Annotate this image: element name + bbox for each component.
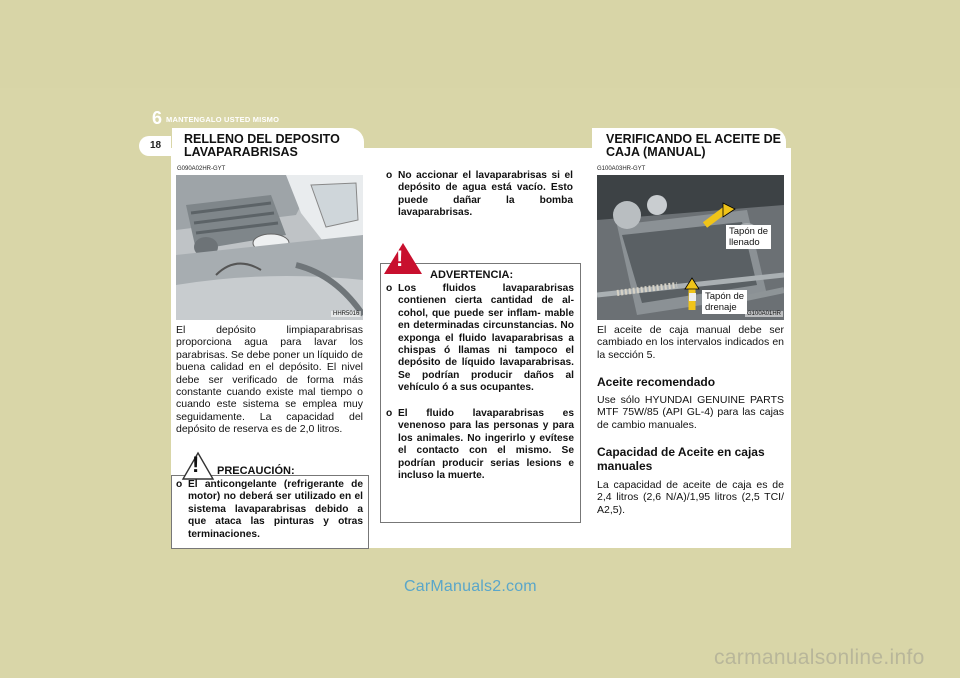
page-number: 18 [150, 140, 162, 151]
right-paragraph-3: La capacidad de aceite de caja es de 2,4 litros (2,6 N/A)/1,95 litros (2,5 TCI/ A2,5). [597, 479, 784, 516]
right-paragraph-2: Use sólo HYUNDAI GENUINE PARTS MTF 75W/85 (API GL-4) para las cajas de cambio manuales. [597, 394, 784, 431]
note-bullet [386, 170, 573, 220]
warning-bullet-1 [386, 283, 574, 395]
warning-title: ADVERTENCIA: [430, 269, 514, 281]
washer-reservoir-photo [176, 175, 363, 320]
chapter-number: 6 [152, 108, 163, 128]
heading-capacity-line1: Capacidad de Aceite en cajas [597, 445, 765, 459]
chapter-label: MANTENGALO USTED MISMO [166, 115, 280, 124]
warning-bullet-2 [386, 408, 574, 482]
callout-fill-line2: llenado [729, 237, 760, 248]
callout-drain-line2: drenaje [705, 302, 737, 313]
left-title-line1: RELLENO DEL DEPOSITO [184, 132, 340, 146]
left-code: G090A02HR-GYT [177, 166, 226, 172]
washer-reservoir-illustration [176, 175, 363, 320]
callout-drain-line1: Tapón de [705, 291, 745, 302]
carmanuals-watermark-link[interactable]: CarManuals2.com [404, 578, 537, 595]
right-code: G100A03HR-GYT [597, 166, 646, 172]
caution-title: PRECAUCIÓN: [217, 465, 295, 477]
left-paragraph: El depósito limpiaparabrisas proporciona agua para lavar los parabrisas. Se debe poner un líquido de buena calidad en el depósito. El nivel debe ser verificado de forma más constante cuando existe mal tiempo o cuando este sistema se emplea muy seguidamente. La capacidad del depósito de reserva es de 2,0 litros. [176, 324, 363, 436]
heading-recommended-oil: Aceite recomendado [597, 375, 716, 389]
warning-bullet-2-text: El fluido lavaparabrisas es venenoso para las personas y para los animales. No ingerirlo y evítese el contacto con el mismo. Se podrían producir serias lesions e incluso la muerte. [398, 408, 574, 482]
note-bullet-text: No accionar el lavaparabrisas si el depósito de agua está vacío. Esto puede dañar la bomba lavaparabrisas. [398, 170, 573, 219]
right-title-line1: VERIFICANDO EL ACEITE DE [606, 132, 782, 146]
header-band [0, 0, 960, 88]
callout-drain-plug [702, 290, 747, 314]
callout-fill-plug [726, 225, 771, 249]
warning-bullet-1-text: Los fluidos lavaparabrisas contienen cierta cantidad de al- cohol, que puede ser inflam- mable en determinadas circunstancias. No exponga el fluido lavaparabrisas a chispas ó llamas ni tampoco el depósito de líquido lavaparabrisas. Se podrían producir daños al vehículo ó a sus ocupantes. [398, 283, 574, 394]
right-photo-code: G100A01HR [747, 311, 782, 317]
bullet-marker: o [176, 479, 183, 490]
bullet-marker: o [386, 408, 393, 419]
caution-exclamation: ! [192, 452, 200, 477]
carmanualsonline-watermark: carmanualsonline.info [714, 646, 925, 669]
heading-capacity-line2: manuales [597, 459, 653, 473]
bullet-marker: o [386, 170, 393, 181]
right-title-line2: CAJA (MANUAL) [606, 145, 706, 159]
callout-fill-line1: Tapón de [729, 226, 769, 237]
left-title-line2: LAVAPARABRISAS [184, 145, 298, 159]
caution-bullet [176, 479, 363, 541]
left-photo-code: HHR5016 [333, 311, 360, 317]
warning-exclamation: ! [396, 246, 404, 271]
bullet-marker: o [386, 283, 393, 294]
caution-bullet-text: El anticongelante (refrigerante de motor) no deberá ser utilizado en el sistema lavaparabrisas debido a que ataca las pinturas y otras terminaciones. [188, 479, 363, 540]
right-paragraph-1: El aceite de caja manual debe ser cambiado en los intervalos indicados en la sección 5. [597, 324, 784, 361]
